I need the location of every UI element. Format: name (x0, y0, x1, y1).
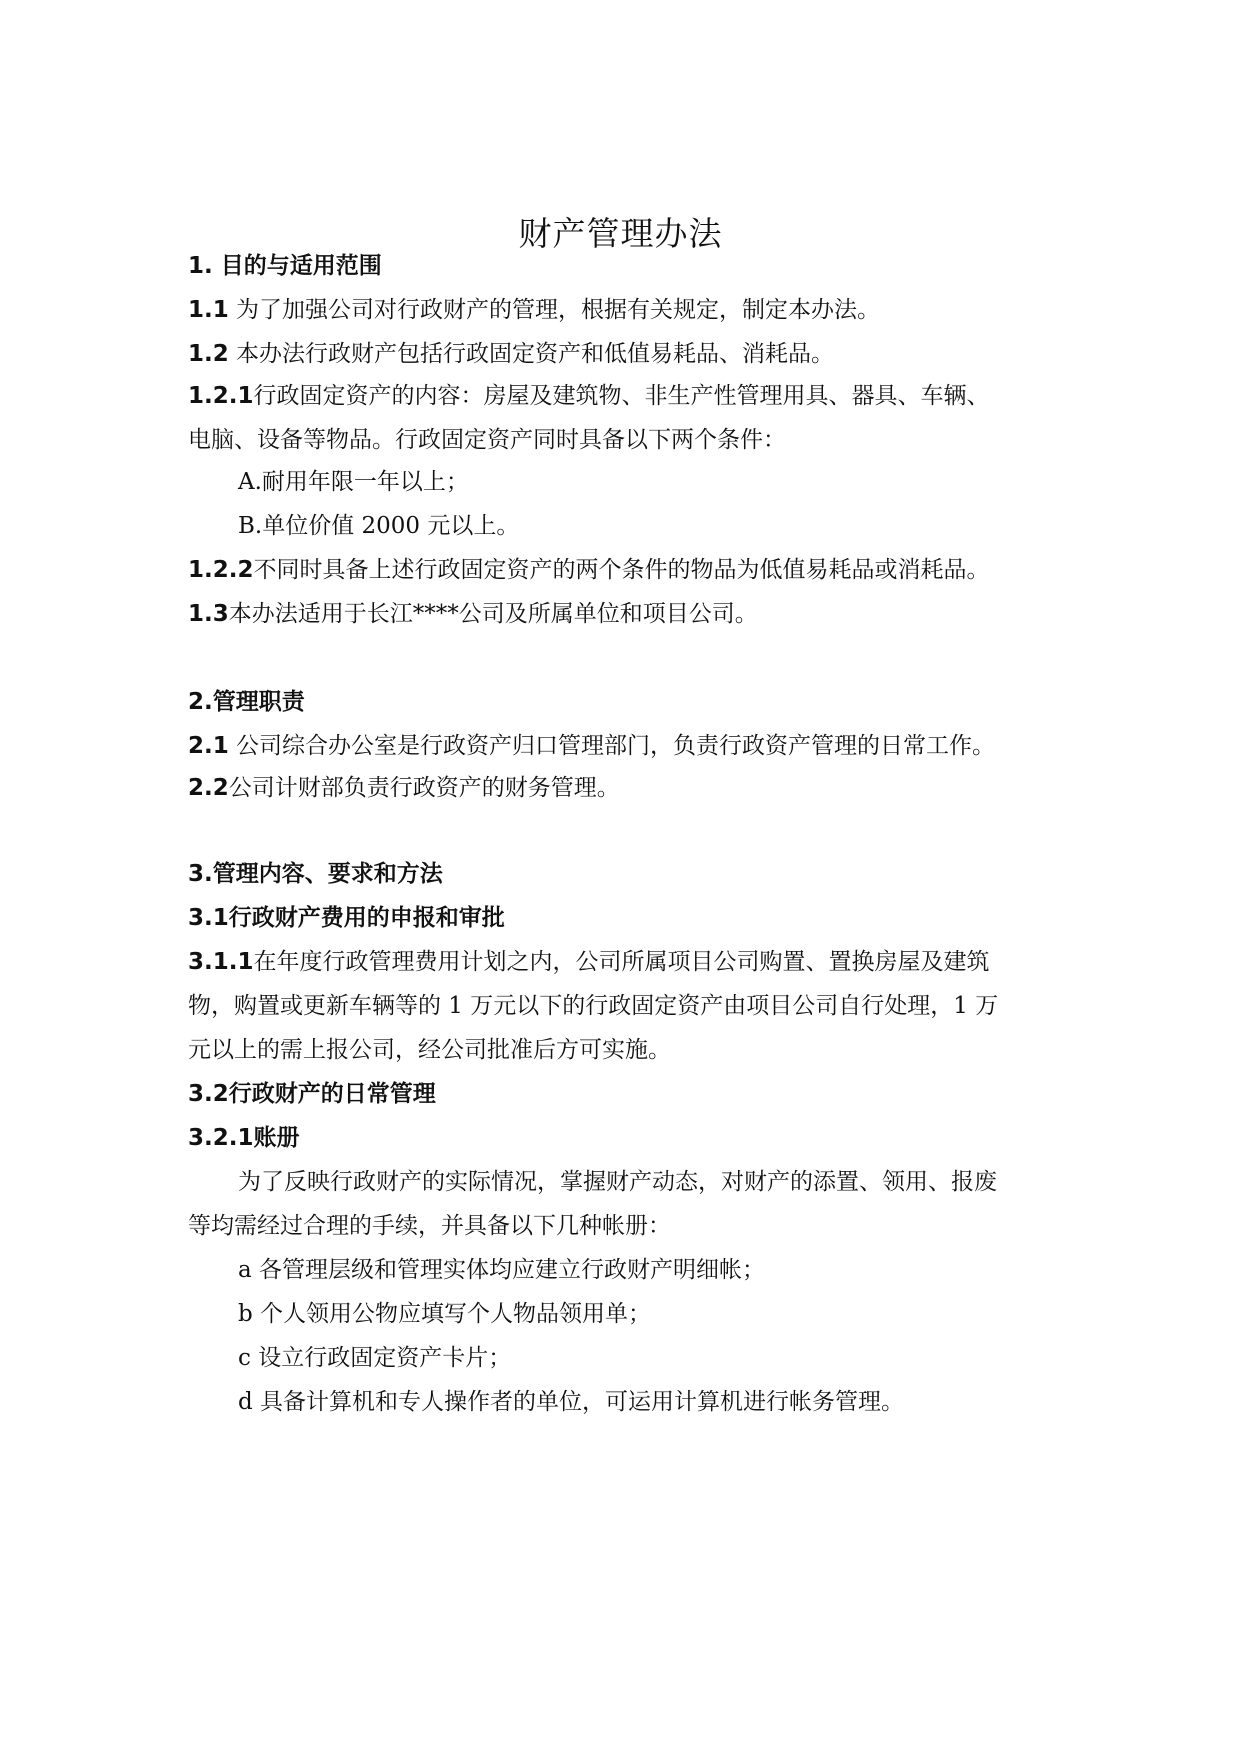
line-text: 本办法行政财产包括行政固定资产和低值易耗品、消耗品。 (228, 341, 835, 367)
line-text: 管理内容、要求和方法 (212, 861, 443, 887)
clause-number: 3.2.1 (188, 1125, 254, 1151)
line-text: b 个人领用公物应填写个人物品领用单； (238, 1301, 652, 1327)
clause-number: 3.1 (188, 905, 229, 931)
list-item (238, 466, 469, 498)
body-line (188, 338, 834, 370)
line-text: c 设立行政固定资产卡片； (238, 1345, 512, 1371)
body-line (188, 598, 758, 630)
line-text: 行政财产的日常管理 (228, 1081, 436, 1107)
body-line (188, 1034, 671, 1066)
clause-number: 3.2 (188, 1081, 229, 1107)
line-text: 不同时具备上述行政固定资产的两个条件的物品为低值易耗品或消耗品。 (253, 557, 990, 583)
clause-number: 1.3 (188, 601, 229, 627)
list-item (238, 1254, 765, 1286)
line-text: a 各管理层级和管理实体均应建立行政财产明细帐； (238, 1257, 766, 1283)
section-heading (188, 250, 382, 282)
line-text: 等均需经过合理的手续，并具备以下几种帐册： (188, 1213, 671, 1239)
body-line (188, 772, 620, 804)
body-line (188, 424, 786, 456)
clause-number: 3.1.1 (188, 949, 254, 975)
clause-number: 1.2.2 (188, 557, 254, 583)
body-line (188, 294, 880, 326)
section-heading (188, 902, 505, 934)
document-title: 财产管理办法 (518, 214, 723, 254)
body-line (188, 946, 990, 978)
clause-number: 2.1 (188, 733, 229, 759)
body-line (188, 1210, 671, 1242)
list-item (238, 1166, 997, 1198)
clause-number: 3. (188, 861, 213, 887)
line-text: 行政固定资产的内容：房屋及建筑物、非生产性管理用具、器具、车辆、 (253, 383, 990, 409)
clause-number: 2.2 (188, 775, 229, 801)
body-line (188, 380, 990, 412)
clause-number: 2. (188, 689, 213, 715)
line-text: d 具备计算机和专人操作者的单位，可运用计算机进行帐务管理。 (238, 1389, 905, 1415)
line-text: 公司综合办公室是行政资产归口管理部门，负责行政资产管理的日常工作。 (228, 733, 996, 759)
body-line (188, 730, 995, 762)
line-text: 为了反映行政财产的实际情况，掌握财产动态，对财产的添置、领用、报废 (238, 1169, 997, 1195)
clause-number: 1.1 (188, 297, 229, 323)
line-text: 管理职责 (212, 689, 305, 715)
line-text: 电脑、设备等物品。行政固定资产同时具备以下两个条件： (188, 427, 786, 453)
section-heading (188, 1122, 300, 1154)
clause-number: 1.2 (188, 341, 229, 367)
line-text: 本办法适用于长江****公司及所属单位和项目公司。 (228, 601, 758, 627)
line-text: 账册 (253, 1125, 300, 1151)
list-item (238, 1386, 904, 1418)
body-line (188, 554, 990, 586)
line-text: 在年度行政管理费用计划之内，公司所属项目公司购置、置换房屋及建筑 (253, 949, 990, 975)
line-text: 物，购置或更新车辆等的 1 万元以下的行政固定资产由项目公司自行处理，1 万 (188, 993, 999, 1019)
clause-number: 1.2.1 (188, 383, 254, 409)
line-text: 目的与适用范围 (220, 253, 382, 279)
line-text: 行政财产费用的申报和审批 (228, 905, 505, 931)
line-text: A.耐用年限一年以上； (238, 469, 469, 495)
section-heading (188, 858, 443, 890)
clause-number: 1. (188, 253, 221, 279)
line-text: 为了加强公司对行政财产的管理，根据有关规定，制定本办法。 (228, 297, 881, 323)
section-heading (188, 1078, 436, 1110)
list-item (238, 510, 519, 542)
section-heading (188, 686, 305, 718)
line-text: 元以上的需上报公司，经公司批准后方可实施。 (188, 1037, 671, 1063)
line-text: 公司计财部负责行政资产的财务管理。 (228, 775, 620, 801)
list-item (238, 1342, 511, 1374)
list-item (238, 1298, 651, 1330)
body-line (188, 990, 998, 1022)
line-text: B.单位价值 2000 元以上。 (238, 513, 520, 539)
